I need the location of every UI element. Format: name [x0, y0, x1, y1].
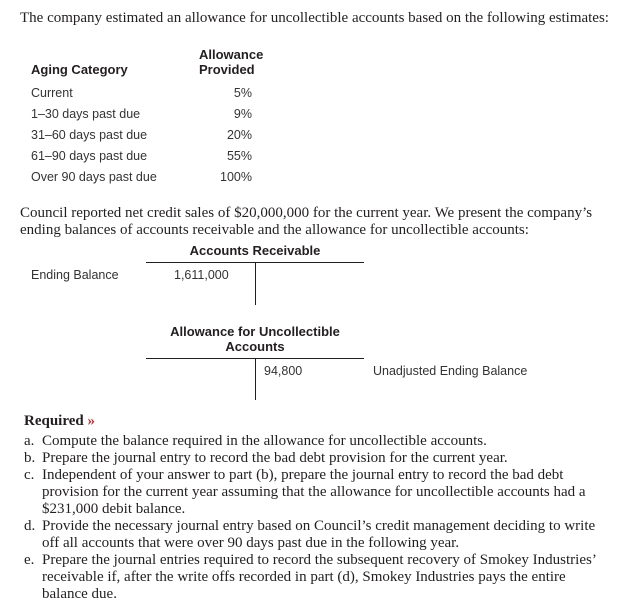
header-allowance-line2: Provided	[199, 62, 255, 77]
list-item	[24, 450, 614, 467]
list-marker: d.	[24, 518, 36, 534]
aging-row-allowance: 9%	[233, 107, 252, 121]
double-chevron-icon: »	[87, 413, 95, 429]
list-marker: e.	[24, 552, 35, 568]
list-item	[24, 518, 614, 552]
list-item	[24, 433, 614, 450]
list-item	[24, 552, 614, 603]
aging-row-category: 61–90 days past due	[31, 149, 148, 163]
required-list	[24, 433, 614, 603]
list-text: Prepare the journal entries required to record the subsequent recovery of Smokey Industries’ receivable if, after the write offs recorded in part (d), Smokey Industries pays the entire balance due.	[42, 552, 596, 602]
aging-row-allowance: 100%	[220, 170, 252, 184]
aging-row-category: 31–60 days past due	[31, 128, 148, 142]
required-heading	[24, 413, 95, 430]
list-text: Independent of your answer to part (b), prepare the journal entry to record the bad debt provision for the current year assuming that the allowance for uncollectible accounts had a $231,000 debit balance.	[42, 467, 586, 517]
list-marker: c.	[24, 467, 35, 483]
ar-vertical-line	[255, 262, 256, 305]
allowance-row-label: Unadjusted Ending Balance	[373, 364, 528, 378]
aging-row-allowance: 55%	[226, 149, 252, 163]
header-aging-category: Aging Category	[31, 62, 128, 77]
list-item	[24, 467, 614, 518]
allowance-title-line2: Accounts	[225, 339, 285, 354]
aging-row-category: Over 90 days past due	[31, 170, 157, 184]
required-label: Required	[24, 413, 84, 429]
aging-row-allowance: 20%	[226, 128, 252, 142]
list-marker: b.	[24, 450, 36, 466]
aging-row-allowance: 5%	[233, 86, 252, 100]
allowance-vertical-line	[255, 358, 256, 400]
list-marker: a.	[24, 433, 35, 449]
list-text: Provide the necessary journal entry based on Council’s credit management deciding to write off all accounts that were over 90 days past due in the following year.	[42, 518, 596, 551]
list-text: Prepare the journal entry to record the bad debt provision for the current year.	[42, 450, 508, 466]
header-allowance-line1: Allowance	[199, 47, 264, 62]
ar-row-label: Ending Balance	[31, 268, 119, 282]
ar-title: Accounts Receivable	[189, 243, 321, 258]
list-text: Compute the balance required in the allowance for uncollectible accounts.	[42, 433, 487, 449]
allowance-credit-value: 94,800	[264, 364, 303, 378]
ar-debit-value: 1,611,000	[174, 268, 229, 282]
aging-row-category: Current	[31, 86, 73, 100]
aging-row-category: 1–30 days past due	[31, 107, 141, 121]
intro-text: The company estimated an allowance for uncollectible accounts based on the following estimates:	[20, 10, 609, 26]
allowance-title-line1: Allowance for Uncollectible	[170, 324, 340, 339]
sales-paragraph: Council reported net credit sales of $20,000,000 for the current year. We present the company’s ending balances of accounts receivable and the allowance for uncollectible accounts:	[20, 205, 593, 238]
